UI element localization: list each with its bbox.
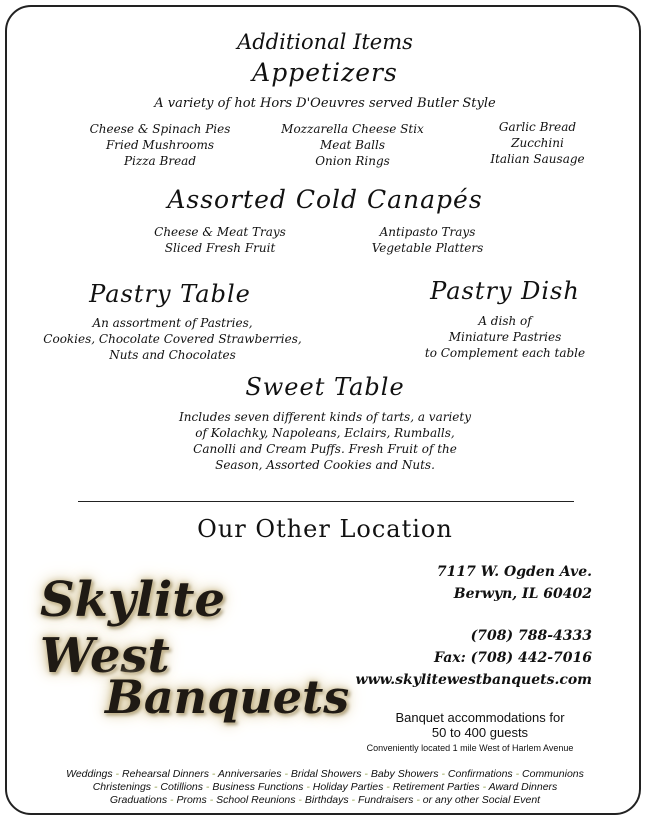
appetizers-heading: Appetizers bbox=[252, 58, 398, 87]
list-item: Antipasto Trays bbox=[379, 225, 476, 239]
event-item: Anniversaries bbox=[217, 768, 282, 780]
list-item: Sliced Fresh Fruit bbox=[164, 241, 276, 255]
description-line: Season, Assorted Cookies and Nuts. bbox=[215, 458, 435, 472]
cold-canapes-heading: Assorted Cold Canapés bbox=[167, 185, 483, 214]
events-line-2: Christenings - Cotillions - Business Functions - Holiday Parties - Retirement Parties - Award Dinners bbox=[92, 781, 558, 793]
event-item: Bridal Showers bbox=[290, 768, 362, 780]
fax-number: Fax: (708) 442-7016 bbox=[434, 650, 592, 666]
list-item: Onion Rings bbox=[315, 154, 390, 168]
pastry-table-description bbox=[40, 315, 305, 363]
logo-line-2: Banquets bbox=[105, 670, 350, 724]
event-item: Communions bbox=[522, 768, 584, 780]
canapes-column-2 bbox=[345, 224, 510, 256]
event-item: Award Dinners bbox=[488, 781, 558, 793]
canapes-column-1 bbox=[130, 224, 310, 256]
sweet-table-heading: Sweet Table bbox=[245, 373, 405, 401]
list-item: Cheese & Meat Trays bbox=[154, 225, 286, 239]
events-line-3: Graduations - Proms - School Reunions - Birthdays - Fundraisers - or any other Social Event bbox=[109, 794, 541, 806]
events-footer bbox=[10, 768, 640, 807]
list-item: Italian Sausage bbox=[490, 152, 585, 166]
list-item: Mozzarella Cheese Stix bbox=[281, 122, 424, 136]
sweet-table-description bbox=[160, 409, 490, 473]
list-item: Cheese & Spinach Pies bbox=[89, 122, 231, 136]
appetizers-column-2 bbox=[255, 121, 450, 169]
event-item: Cotillions bbox=[160, 781, 204, 793]
website-link[interactable]: www.skylitewestbanquets.com bbox=[355, 672, 592, 688]
list-item: Garlic Bread bbox=[498, 120, 577, 134]
list-item: Meat Balls bbox=[320, 138, 385, 152]
event-item: Business Functions bbox=[212, 781, 304, 793]
appetizers-column-3 bbox=[470, 119, 605, 167]
event-item: Graduations bbox=[109, 794, 168, 806]
additional-items-heading: Additional Items bbox=[237, 30, 413, 54]
other-location-heading: Our Other Location bbox=[197, 515, 453, 543]
description-line: Nuts and Chocolates bbox=[109, 348, 236, 362]
event-item: Baby Showers bbox=[370, 768, 439, 780]
event-item: or any other Social Event bbox=[422, 794, 541, 806]
event-item: Fundraisers bbox=[357, 794, 414, 806]
convenience-note: Conveniently located 1 mile West of Harlem Avenue bbox=[366, 743, 574, 753]
description-line: to Complement each table bbox=[424, 346, 586, 360]
event-item: Retirement Parties bbox=[392, 781, 480, 793]
list-item: Pizza Bread bbox=[123, 154, 197, 168]
event-item: Holiday Parties bbox=[312, 781, 384, 793]
accommodations-line-2: 50 to 400 guests bbox=[431, 725, 529, 740]
phone-number: (708) 788-4333 bbox=[470, 628, 592, 644]
address-city: Berwyn, IL 60402 bbox=[453, 586, 592, 602]
event-item: Rehearsal Dinners bbox=[121, 768, 209, 780]
divider bbox=[78, 501, 574, 502]
event-item: Christenings bbox=[92, 781, 152, 793]
events-line-1: Weddings - Rehearsal Dinners - Anniversaries - Bridal Showers - Baby Showers - Confirmations - Communions bbox=[66, 768, 584, 780]
list-item: Vegetable Platters bbox=[371, 241, 484, 255]
event-item: Confirmations bbox=[447, 768, 513, 780]
list-item: Zucchini bbox=[511, 136, 564, 150]
appetizers-column-1 bbox=[55, 121, 265, 169]
description-line: of Kolachky, Napoleans, Eclairs, Rumballs, bbox=[195, 426, 455, 440]
accommodations bbox=[355, 710, 605, 740]
description-line: An assortment of Pastries, bbox=[92, 316, 253, 330]
address-street: 7117 W. Ogden Ave. bbox=[436, 564, 592, 580]
event-item: Proms bbox=[176, 794, 207, 806]
appetizers-subtitle: A variety of hot Hors D'Oeuvres served Butler Style bbox=[154, 96, 496, 111]
list-item: Fried Mushrooms bbox=[105, 138, 215, 152]
description-line: Miniature Pastries bbox=[448, 330, 562, 344]
description-line: Includes seven different kinds of tarts, a variety bbox=[179, 410, 471, 424]
event-item: School Reunions bbox=[216, 794, 296, 806]
accommodations-line-1: Banquet accommodations for bbox=[395, 710, 565, 725]
description-line: A dish of bbox=[478, 314, 532, 328]
event-item: Weddings bbox=[66, 768, 113, 780]
description-line: Canolli and Cream Puffs. Fresh Fruit of the bbox=[193, 442, 457, 456]
pastry-dish-description bbox=[405, 313, 605, 361]
event-item: Birthdays bbox=[304, 794, 349, 806]
description-line: Cookies, Chocolate Covered Strawberries, bbox=[43, 332, 302, 346]
pastry-table-heading: Pastry Table bbox=[89, 280, 251, 308]
logo-line-1: Skylite West bbox=[40, 572, 225, 684]
pastry-dish-heading: Pastry Dish bbox=[430, 277, 580, 305]
